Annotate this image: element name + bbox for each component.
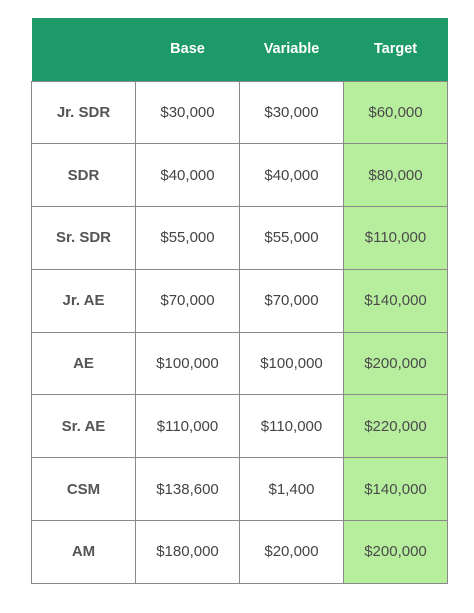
variable-cell: $55,000 [240, 207, 344, 270]
variable-cell: $40,000 [240, 144, 344, 207]
base-cell: $100,000 [136, 332, 240, 395]
target-cell: $60,000 [344, 81, 448, 144]
role-cell: SDR [32, 144, 136, 207]
table-row [32, 269, 448, 332]
table-row [32, 521, 448, 584]
variable-cell: $110,000 [240, 395, 344, 458]
variable-cell: $70,000 [240, 269, 344, 332]
target-cell: $140,000 [344, 458, 448, 521]
role-cell: AM [32, 521, 136, 584]
variable-cell: $30,000 [240, 81, 344, 144]
variable-cell: $20,000 [240, 521, 344, 584]
table-row [32, 207, 448, 270]
table-row [32, 332, 448, 395]
compensation-table [31, 18, 448, 584]
target-cell: $80,000 [344, 144, 448, 207]
header-row [32, 18, 448, 81]
target-cell: $140,000 [344, 269, 448, 332]
role-cell: Sr. AE [32, 395, 136, 458]
base-cell: $110,000 [136, 395, 240, 458]
variable-cell: $1,400 [240, 458, 344, 521]
base-cell: $180,000 [136, 521, 240, 584]
role-cell: Jr. SDR [32, 81, 136, 144]
table-row [32, 458, 448, 521]
table-row [32, 144, 448, 207]
base-cell: $30,000 [136, 81, 240, 144]
target-cell: $110,000 [344, 207, 448, 270]
base-cell: $70,000 [136, 269, 240, 332]
variable-cell: $100,000 [240, 332, 344, 395]
target-cell: $200,000 [344, 521, 448, 584]
target-cell: $220,000 [344, 395, 448, 458]
table-row [32, 395, 448, 458]
base-cell: $40,000 [136, 144, 240, 207]
table-row [32, 81, 448, 144]
base-cell: $138,600 [136, 458, 240, 521]
header-base: Base [136, 18, 240, 81]
header-role [32, 18, 136, 81]
role-cell: Jr. AE [32, 269, 136, 332]
role-cell: AE [32, 332, 136, 395]
role-cell: Sr. SDR [32, 207, 136, 270]
header-target: Target [344, 18, 448, 81]
header-variable: Variable [240, 18, 344, 81]
target-cell: $200,000 [344, 332, 448, 395]
base-cell: $55,000 [136, 207, 240, 270]
role-cell: CSM [32, 458, 136, 521]
compensation-table-container [31, 18, 447, 584]
